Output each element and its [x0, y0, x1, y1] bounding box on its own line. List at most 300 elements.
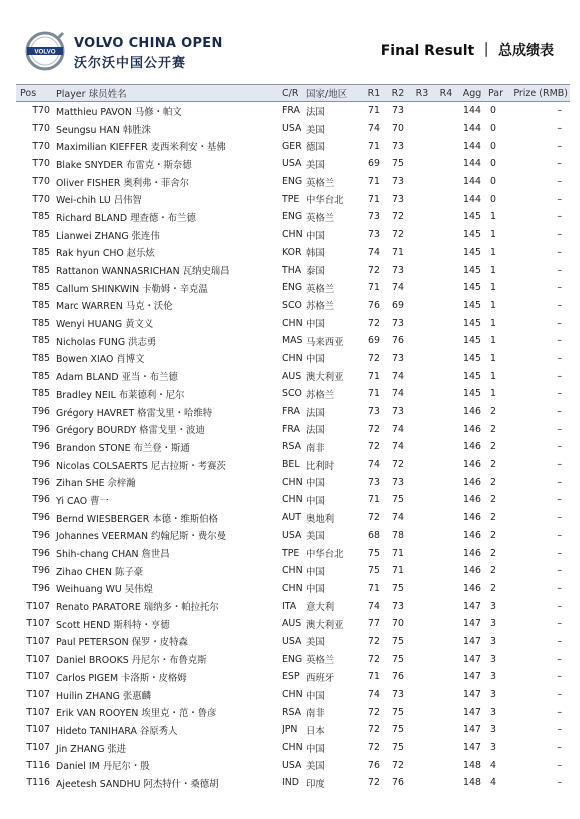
cell-r1: 72 [368, 724, 380, 736]
cell-r2: 74 [392, 370, 404, 382]
cell-r1: 72 [368, 441, 380, 453]
cell-player: Hideto TANIHARA 谷原秀人 [56, 725, 178, 737]
cell-player: Maximilian KIEFFER 麦西米利安・基佛 [56, 142, 226, 154]
table-row [16, 279, 570, 297]
cell-r3 [410, 244, 434, 262]
cell-r2: 75 [392, 653, 404, 665]
table-row [16, 703, 570, 721]
cell-r3 [410, 208, 434, 226]
cell-country-code: TPE [282, 547, 300, 559]
cell-country-code: SCO [282, 388, 302, 400]
cell-r4 [434, 367, 458, 385]
document-header [0, 0, 580, 82]
cell-country-code: CHN [282, 494, 303, 506]
cell-r3 [410, 173, 434, 191]
cell-r2: 73 [392, 140, 404, 152]
column-header-r2: R2 [386, 85, 410, 102]
cell-r3 [410, 226, 434, 244]
cell-r1: 77 [368, 618, 380, 630]
cell-agg: 145 [463, 388, 481, 400]
cell-par: 1 [490, 299, 496, 311]
cell-agg: 144 [463, 140, 481, 152]
cell-par: 2 [490, 547, 496, 559]
table-row [16, 633, 570, 651]
cell-pos: T70 [32, 105, 50, 117]
cell-prize: – [557, 229, 562, 241]
cell-country-name: 意大利 [306, 602, 335, 614]
cell-pos: T107 [26, 706, 50, 718]
cell-pos: T70 [32, 193, 50, 205]
cell-agg: 144 [463, 193, 481, 205]
cell-r3 [410, 774, 434, 792]
cell-r1: 74 [368, 689, 380, 701]
cell-r3 [410, 279, 434, 297]
cell-pos: T85 [32, 370, 50, 382]
cell-pos: T96 [32, 423, 50, 435]
cell-r1: 69 [368, 335, 380, 347]
cell-agg: 145 [463, 299, 481, 311]
cell-r2: 75 [392, 582, 404, 594]
cell-r4 [434, 686, 458, 704]
cell-r1: 71 [368, 370, 380, 382]
cell-prize: – [557, 423, 562, 435]
table-row [16, 438, 570, 456]
cell-r2: 71 [392, 547, 404, 559]
table-row [16, 473, 570, 491]
cell-pos: T96 [32, 547, 50, 559]
cell-player: Ajeetesh SANDHU 阿杰特什・桑德胡 [56, 778, 219, 790]
table-header-row [16, 85, 570, 102]
cell-country-code: CHN [282, 317, 303, 329]
cell-r3 [410, 155, 434, 173]
cell-prize: – [557, 653, 562, 665]
cell-country-name: 法国 [306, 106, 325, 118]
cell-pos: T107 [26, 653, 50, 665]
cell-agg: 145 [463, 352, 481, 364]
cell-r3 [410, 597, 434, 615]
cell-prize: – [557, 317, 562, 329]
document-title: Final Result ｜ 总成绩表 [380, 43, 554, 59]
cell-pos: T85 [32, 264, 50, 276]
table-row [16, 208, 570, 226]
cell-par: 3 [490, 689, 496, 701]
cell-r1: 69 [368, 158, 380, 170]
cell-r4 [434, 456, 458, 474]
cell-country-code: AUS [282, 370, 302, 382]
cell-r4 [434, 279, 458, 297]
cell-country-code: IND [282, 777, 299, 789]
cell-r4 [434, 190, 458, 208]
cell-pos: T116 [26, 759, 50, 771]
cell-player: Matthieu PAVON 马修・帕文 [56, 106, 182, 118]
cell-prize: – [557, 547, 562, 559]
cell-par: 2 [490, 582, 496, 594]
column-header-agg: Agg [458, 85, 486, 102]
table-row [16, 456, 570, 474]
cell-player: Lianwei ZHANG 张连伟 [56, 230, 160, 242]
cell-prize: – [557, 706, 562, 718]
cell-r3 [410, 332, 434, 350]
cell-r1: 72 [368, 264, 380, 276]
cell-r1: 68 [368, 529, 380, 541]
cell-country-name: 英格兰 [306, 283, 335, 295]
cell-r2: 78 [392, 529, 404, 541]
cell-r2: 74 [392, 282, 404, 294]
cell-pos: T70 [32, 123, 50, 135]
cell-r4 [434, 491, 458, 509]
cell-agg: 146 [463, 529, 481, 541]
cell-r4 [434, 739, 458, 757]
cell-r4 [434, 385, 458, 403]
cell-r3 [410, 686, 434, 704]
cell-r1: 76 [368, 759, 380, 771]
cell-agg: 145 [463, 370, 481, 382]
cell-pos: T85 [32, 299, 50, 311]
cell-r4 [434, 668, 458, 686]
cell-player: Richard BLAND 理查德・布兰德 [56, 212, 196, 224]
cell-prize: – [557, 759, 562, 771]
cell-country-code: FRA [282, 406, 300, 418]
cell-player: Bernd WIESBERGER 本德・维斯伯格 [56, 513, 218, 525]
cell-player: Rak hyun CHO 赵乐炫 [56, 248, 155, 260]
cell-pos: T70 [32, 176, 50, 188]
cell-agg: 146 [463, 406, 481, 418]
cell-agg: 145 [463, 229, 481, 241]
cell-country-name: 苏格兰 [306, 389, 335, 401]
cell-r4 [434, 314, 458, 332]
cell-prize: – [557, 246, 562, 258]
cell-pos: T85 [32, 282, 50, 294]
cell-country-name: 南非 [306, 708, 325, 720]
cell-agg: 145 [463, 282, 481, 294]
table-row [16, 297, 570, 315]
table-row [16, 774, 570, 792]
cell-prize: – [557, 671, 562, 683]
cell-r3 [410, 350, 434, 368]
cell-player: Nicolas COLSAERTS 尼古拉斯・考赛茨 [56, 460, 226, 472]
cell-prize: – [557, 600, 562, 612]
cell-agg: 146 [463, 565, 481, 577]
cell-agg: 147 [463, 689, 481, 701]
logo-wordmark: VOLVO [34, 48, 56, 56]
cell-player: Weihuang WU 吴伟煌 [56, 584, 153, 596]
table-row [16, 385, 570, 403]
cell-r2: 71 [392, 565, 404, 577]
cell-pos: T96 [32, 476, 50, 488]
cell-r4 [434, 756, 458, 774]
cell-country-name: 德国 [306, 142, 325, 154]
cell-prize: – [557, 211, 562, 223]
cell-r4 [434, 208, 458, 226]
cell-country-name: 奥地利 [306, 513, 335, 525]
cell-par: 1 [490, 264, 496, 276]
cell-agg: 146 [463, 459, 481, 471]
cell-pos: T96 [32, 529, 50, 541]
cell-par: 3 [490, 724, 496, 736]
cell-par: 1 [490, 335, 496, 347]
cell-prize: – [557, 123, 562, 135]
cell-country-code: USA [282, 759, 302, 771]
cell-country-code: USA [282, 635, 302, 647]
cell-par: 2 [490, 565, 496, 577]
cell-player: Shih-chang CHAN 詹世昌 [56, 549, 170, 561]
cell-r2: 75 [392, 706, 404, 718]
column-header-cr: C/R [282, 85, 306, 102]
cell-r4 [434, 774, 458, 792]
table-row [16, 403, 570, 421]
cell-r3 [410, 650, 434, 668]
cell-country-name: 中国 [306, 478, 325, 490]
cell-country-name: 中国 [306, 566, 325, 578]
cell-player: Grégory HAVRET 格雷戈里・哈维特 [56, 407, 213, 419]
cell-r1: 71 [368, 193, 380, 205]
cell-prize: – [557, 264, 562, 276]
cell-player: Wenyi HUANG 黄文义 [56, 319, 154, 331]
cell-prize: – [557, 689, 562, 701]
cell-agg: 146 [463, 512, 481, 524]
cell-par: 2 [490, 459, 496, 471]
cell-country-name: 英格兰 [306, 212, 335, 224]
cell-pos: T85 [32, 317, 50, 329]
cell-country-name: 中国 [306, 319, 325, 331]
cell-r3 [410, 739, 434, 757]
cell-country-name: 中国 [306, 495, 325, 507]
cell-r2: 75 [392, 158, 404, 170]
cell-par: 0 [490, 105, 496, 117]
cell-agg: 147 [463, 618, 481, 630]
cell-r3 [410, 544, 434, 562]
column-header-r1: R1 [362, 85, 386, 102]
cell-r1: 74 [368, 459, 380, 471]
cell-par: 2 [490, 423, 496, 435]
cell-par: 2 [490, 406, 496, 418]
cell-r3 [410, 456, 434, 474]
cell-par: 3 [490, 600, 496, 612]
cell-pos: T96 [32, 494, 50, 506]
cell-r4 [434, 650, 458, 668]
cell-pos: T107 [26, 742, 50, 754]
cell-r4 [434, 544, 458, 562]
cell-agg: 147 [463, 724, 481, 736]
cell-prize: – [557, 777, 562, 789]
table-row [16, 367, 570, 385]
cell-pos: T96 [32, 582, 50, 594]
cell-r3 [410, 314, 434, 332]
cell-country-code: BEL [282, 459, 300, 471]
cell-r1: 72 [368, 653, 380, 665]
cell-pos: T107 [26, 635, 50, 647]
cell-player: Johannes VEERMAN 约翰尼斯・费尔曼 [56, 531, 226, 543]
table-row [16, 120, 570, 138]
cell-country-code: AUT [282, 512, 302, 524]
cell-prize: – [557, 565, 562, 577]
cell-r3 [410, 420, 434, 438]
table-row [16, 756, 570, 774]
cell-pos: T96 [32, 459, 50, 471]
cell-r3 [410, 721, 434, 739]
cell-prize: – [557, 512, 562, 524]
cell-r4 [434, 173, 458, 191]
cell-r1: 71 [368, 494, 380, 506]
cell-prize: – [557, 724, 562, 736]
cell-r2: 70 [392, 618, 404, 630]
cell-prize: – [557, 441, 562, 453]
cell-country-name: 南非 [306, 442, 325, 454]
cell-r4 [434, 155, 458, 173]
cell-prize: – [557, 742, 562, 754]
cell-player: Grégory BOURDY 格雷戈里・波迪 [56, 425, 205, 437]
cell-r1: 72 [368, 512, 380, 524]
cell-agg: 146 [463, 547, 481, 559]
cell-agg: 148 [463, 759, 481, 771]
cell-pos: T70 [32, 158, 50, 170]
cell-r4 [434, 721, 458, 739]
cell-r1: 74 [368, 246, 380, 258]
cell-country-code: RSA [282, 706, 302, 718]
cell-par: 1 [490, 229, 496, 241]
cell-par: 1 [490, 352, 496, 364]
cell-prize: – [557, 476, 562, 488]
cell-prize: – [557, 388, 562, 400]
cell-r4 [434, 703, 458, 721]
cell-r3 [410, 403, 434, 421]
cell-country-code: JPN [282, 724, 298, 736]
brand-name-chinese: 沃尔沃中国公开赛 [74, 56, 187, 71]
cell-player: Carlos PIGEM 卡洛斯・皮格姆 [56, 672, 187, 684]
cell-par: 1 [490, 246, 496, 258]
cell-player: Renato PARATORE 瑞纳多・帕拉托尔 [56, 602, 219, 614]
table-row [16, 686, 570, 704]
cell-r3 [410, 703, 434, 721]
cell-r2: 69 [392, 299, 404, 311]
cell-country-name: 日本 [306, 725, 325, 737]
cell-r4 [434, 633, 458, 651]
cell-r2: 76 [392, 335, 404, 347]
cell-agg: 147 [463, 706, 481, 718]
cell-country-name: 中国 [306, 690, 325, 702]
table-row [16, 597, 570, 615]
cell-player: Daniel IM 丹尼尔・殷 [56, 761, 150, 773]
cell-r4 [434, 438, 458, 456]
table-row [16, 650, 570, 668]
cell-player: Scott HEND 斯科特・亨德 [56, 619, 170, 631]
table-row [16, 739, 570, 757]
volvo-logo-icon [24, 30, 66, 72]
column-header-player: Player 球员姓名 [50, 85, 282, 102]
results-table-container [16, 84, 568, 792]
cell-prize: – [557, 635, 562, 647]
cell-r2: 72 [392, 211, 404, 223]
cell-r2: 76 [392, 777, 404, 789]
cell-player: Zihan SHE 佘梓瀚 [56, 478, 136, 490]
cell-agg: 146 [463, 494, 481, 506]
cell-country-code: FRA [282, 105, 300, 117]
cell-par: 1 [490, 317, 496, 329]
cell-r3 [410, 756, 434, 774]
cell-par: 1 [490, 211, 496, 223]
cell-r3 [410, 297, 434, 315]
cell-country-name: 印度 [306, 778, 325, 790]
cell-country-code: AUS [282, 618, 302, 630]
column-header-prize: Prize (RMB) [512, 85, 570, 102]
cell-country-code: ENG [282, 211, 303, 223]
cell-r2: 71 [392, 246, 404, 258]
cell-r4 [434, 350, 458, 368]
cell-par: 4 [490, 759, 496, 771]
cell-country-name: 美国 [306, 761, 325, 773]
cell-r4 [434, 473, 458, 491]
cell-player: Adam BLAND 亚当・布兰德 [56, 372, 178, 384]
cell-r1: 71 [368, 140, 380, 152]
cell-player: Bowen XIAO 肖博文 [56, 354, 145, 366]
cell-r3 [410, 491, 434, 509]
cell-agg: 144 [463, 158, 481, 170]
cell-r1: 72 [368, 777, 380, 789]
cell-player: Huilin ZHANG 张惠麟 [56, 690, 151, 702]
cell-country-code: CHN [282, 565, 303, 577]
cell-country-code: ENG [282, 176, 303, 188]
cell-country-name: 英格兰 [306, 655, 335, 667]
cell-r2: 73 [392, 264, 404, 276]
cell-country-name: 比利时 [306, 460, 335, 472]
cell-r2: 73 [392, 352, 404, 364]
cell-player: Blake SNYDER 布雷克・斯奈德 [56, 159, 192, 171]
cell-r1: 71 [368, 388, 380, 400]
cell-r3 [410, 633, 434, 651]
cell-player: Zihao CHEN 陈子豪 [56, 566, 144, 578]
cell-par: 2 [490, 441, 496, 453]
cell-pos: T96 [32, 512, 50, 524]
cell-r1: 73 [368, 211, 380, 223]
cell-country-name: 中国 [306, 584, 325, 596]
cell-pos: T107 [26, 600, 50, 612]
cell-par: 3 [490, 653, 496, 665]
cell-par: 0 [490, 158, 496, 170]
cell-r1: 72 [368, 423, 380, 435]
cell-prize: – [557, 193, 562, 205]
cell-country-name: 马来西亚 [306, 336, 344, 348]
cell-country-code: CHN [282, 229, 303, 241]
cell-country-name: 英格兰 [306, 177, 335, 189]
cell-country-name: 美国 [306, 531, 325, 543]
cell-pos: T85 [32, 352, 50, 364]
cell-r4 [434, 420, 458, 438]
cell-r1: 71 [368, 582, 380, 594]
cell-pos: T85 [32, 335, 50, 347]
cell-r3 [410, 615, 434, 633]
cell-r1: 71 [368, 105, 380, 117]
cell-r4 [434, 137, 458, 155]
cell-prize: – [557, 105, 562, 117]
cell-par: 2 [490, 512, 496, 524]
cell-r3 [410, 509, 434, 527]
cell-prize: – [557, 406, 562, 418]
cell-par: 1 [490, 388, 496, 400]
cell-agg: 147 [463, 671, 481, 683]
cell-pos: T107 [26, 671, 50, 683]
cell-prize: – [557, 370, 562, 382]
cell-par: 0 [490, 140, 496, 152]
cell-pos: T96 [32, 441, 50, 453]
cell-prize: – [557, 299, 562, 311]
cell-pos: T85 [32, 388, 50, 400]
table-row [16, 721, 570, 739]
table-row [16, 137, 570, 155]
cell-par: 4 [490, 777, 496, 789]
cell-player: Brandon STONE 布兰登・斯通 [56, 442, 190, 454]
cell-agg: 145 [463, 246, 481, 258]
table-row [16, 155, 570, 173]
